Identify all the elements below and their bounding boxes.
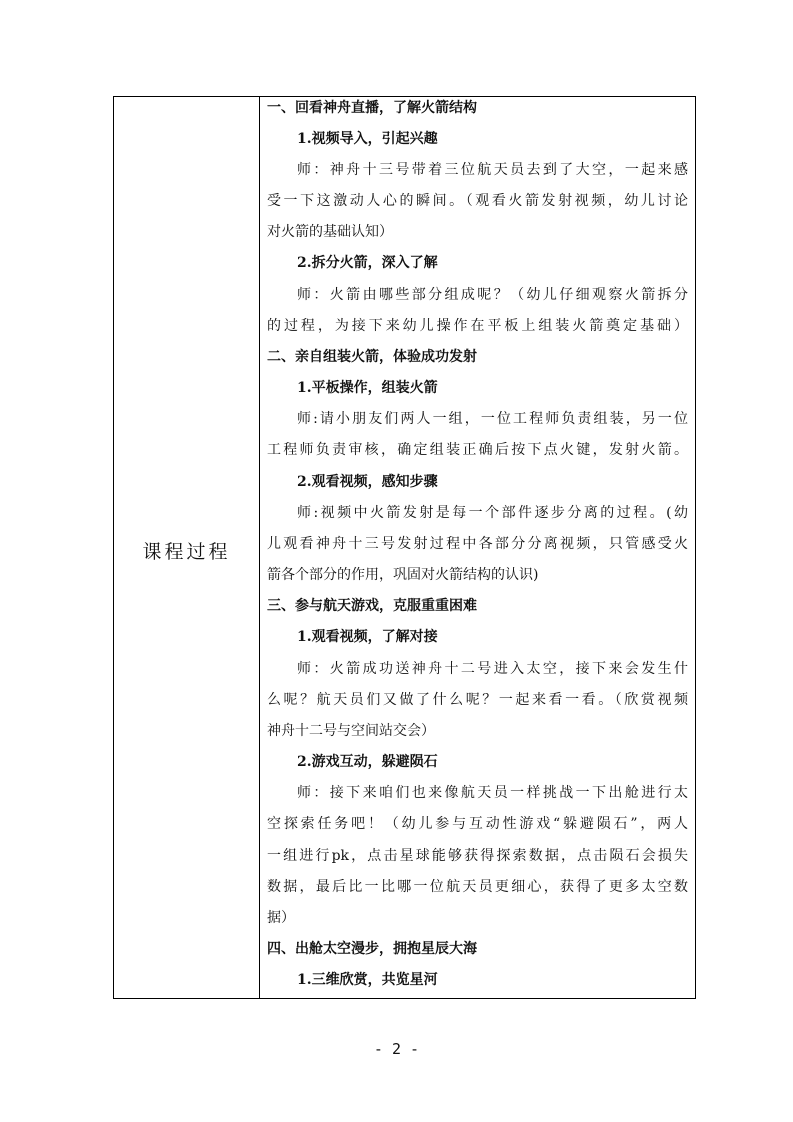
- sub-heading: 2.拆分火箭，深入了解: [297, 255, 438, 271]
- paragraph-line: 师：火箭由哪些部分组成呢？（幼儿仔细观察火箭拆分: [297, 287, 688, 303]
- paragraph-line: 的过程，为接下来幼儿操作在平板上组装火箭奠定基础）: [267, 318, 688, 334]
- paragraph-line: 一组进行pk，点击星球能够获得探索数据，点击陨石会损失: [267, 848, 688, 864]
- section-heading: 一、回看神舟直播，了解火箭结构: [267, 100, 477, 116]
- sub-heading: 2.游戏互动，躲避陨石: [297, 754, 438, 770]
- paragraph-line: 师：接下来咱们也来像航天员一样挑战一下出舱进行太: [297, 785, 688, 801]
- paragraph-line: 受一下这激动人心的瞬间。（观看火箭发射视频，幼儿讨论: [267, 193, 688, 209]
- paragraph-line: 空探索任务吧！（幼儿参与互动性游戏“躲避陨石”，两人: [267, 816, 688, 832]
- sub-heading: 1.观看视频，了解对接: [297, 629, 438, 645]
- section-heading: 四、出舱太空漫步，拥抱星辰大海: [267, 941, 477, 957]
- paragraph-line: 对火箭的基础认知）: [267, 224, 393, 240]
- column-divider: [259, 97, 260, 998]
- paragraph-line: 箭各个部分的作用，巩固对火箭结构的认识): [267, 567, 539, 583]
- row-label: 课程过程: [142, 541, 231, 563]
- section-heading: 三、参与航天游戏，克服重重困难: [267, 598, 477, 614]
- paragraph-line: 师：火箭成功送神舟十二号进入太空，接下来会发生什: [297, 661, 688, 677]
- sub-heading: 1.平板操作，组装火箭: [297, 380, 438, 396]
- page-number: - 2 -: [373, 1040, 420, 1058]
- paragraph-line: 么呢？航天员们又做了什么呢？一起来看一看。（欣赏视频: [267, 692, 688, 708]
- paragraph-line: 师:请小朋友们两人一组，一位工程师负责组装，另一位: [297, 411, 688, 427]
- section-heading: 二、亲自组装火箭，体验成功发射: [267, 349, 477, 365]
- paragraph-line: 数据，最后比一比哪一位航天员更细心，获得了更多太空数: [267, 879, 688, 895]
- paragraph-line: 神舟十二号与空间站交会）: [267, 723, 435, 739]
- sub-heading: 1.视频导入，引起兴趣: [297, 131, 438, 147]
- sub-heading: 1.三维欣赏，共览星河: [297, 972, 438, 988]
- paragraph-line: 师:视频中火箭发射是每一个部件逐步分离的过程。(幼: [297, 505, 688, 521]
- paragraph-line: 师：神舟十三号带着三位航天员去到了大空，一起来感: [297, 162, 688, 178]
- paragraph-line: 据）: [267, 910, 295, 926]
- lesson-table: [113, 96, 696, 999]
- paragraph-line: 工程师负责审核，确定组装正确后按下点火键，发射火箭。: [267, 442, 688, 458]
- sub-heading: 2.观看视频，感知步骤: [297, 474, 438, 490]
- paragraph-line: 儿观看神舟十三号发射过程中各部分分离视频，只管感受火: [267, 536, 688, 552]
